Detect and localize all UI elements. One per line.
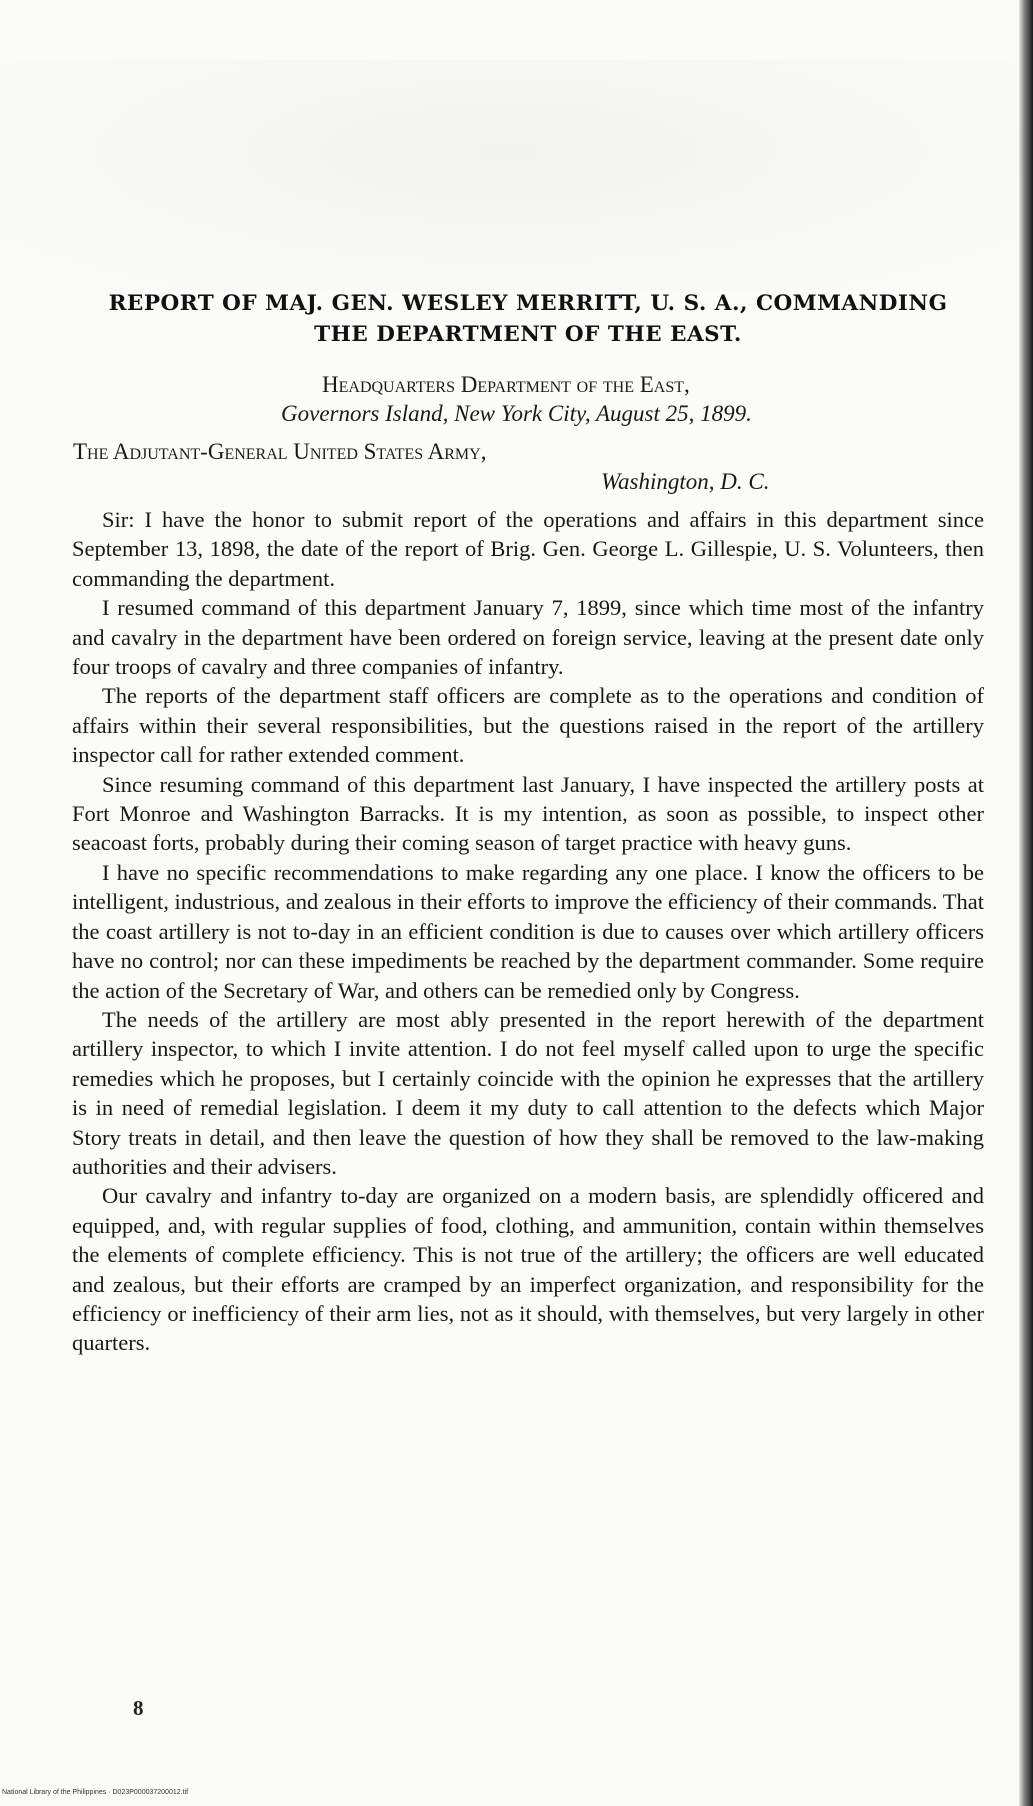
paragraph-4: Since resuming command of this department last January, I have inspected the artillery posts at Fort Monroe and Washington Barracks. It is my intention, as soon as possible, to inspect other seacoast forts, probably during their coming season of target practice with heavy guns. — [72, 771, 984, 856]
title-line-2: THE DEPARTMENT OF THE EAST. — [314, 322, 742, 347]
addressee-place: Washington, D. C. — [601, 469, 770, 494]
report-body — [72, 505, 984, 1358]
headquarters-line: Headquarters Department of the East, — [322, 372, 690, 397]
paragraph-6: The needs of the artillery are most ably presented in the report herewith of the department artillery inspector, to which I invite attention. I do not feel myself called upon to urge the specific remedies which he proposes, but I certainly coincide with the opinion he expresses that the artillery is in need of remedial legislation. I deem it my duty to call attention to the defects which Major Story treats in detail, and then leave the question of how they shall be removed to the law-making authorities and their advisers. — [72, 1006, 984, 1179]
addressee-name: The Adjutant-General United States Army, — [73, 439, 487, 464]
paragraph-5: I have no specific recommendations to make regarding any one place. I know the officers to be intelligent, industrious, and zealous in their efforts to improve the efficiency of their commands. That the coast artillery is not to-day in an efficient condition is due to causes over which artillery officers have no control; nor can these impediments be reached by the department commander. Some require the action of the Secretary of War, and others can be remedied only by Congress. — [72, 859, 984, 1003]
title-line-1: REPORT OF MAJ. GEN. WESLEY MERRITT, U. S. A., COMMANDING — [108, 291, 948, 316]
report-title — [68, 288, 988, 350]
paragraph-7: Our cavalry and infantry to-day are organized on a modern basis, are splendidly officered and equipped, and, with regular supplies of food, clothing, and ammunition, contain within themselves the elements of complete efficiency. This is not true of the artillery; the officers are well educated and zealous, but their efforts are cramped by an imperfect organization, and responsibility for the efficiency or inefficiency of their arm lies, not as it should, with themselves, but very largely in other quarters. — [72, 1183, 984, 1356]
paragraph-3: The reports of the department staff officers are complete as to the operations and condition of affairs within their several responsibilities, but the questions raised in the report of the artillery inspector call for rather extended comment. — [72, 683, 984, 768]
page-number: 8 — [133, 1696, 144, 1720]
scan-footer: National Library of the Philippines · D023P000037200012.tif — [2, 1789, 189, 1796]
scan-edge — [1019, 0, 1033, 1806]
location-date-line: Governors Island, New York City, August 25, 1899. — [281, 401, 752, 426]
paragraph-2: I resumed command of this department January 7, 1899, since which time most of the infantry and cavalry in the department have been ordered on foreign service, leaving at the present date only four troops of cavalry and three companies of infantry. — [72, 595, 984, 680]
paragraph-1: Sir: I have the honor to submit report of the operations and affairs in this department since September 13, 1898, the date of the report of Brig. Gen. George L. Gillespie, U. S. Volunteers, then commanding the department. — [72, 507, 984, 591]
scan-shadow — [0, 60, 1019, 290]
